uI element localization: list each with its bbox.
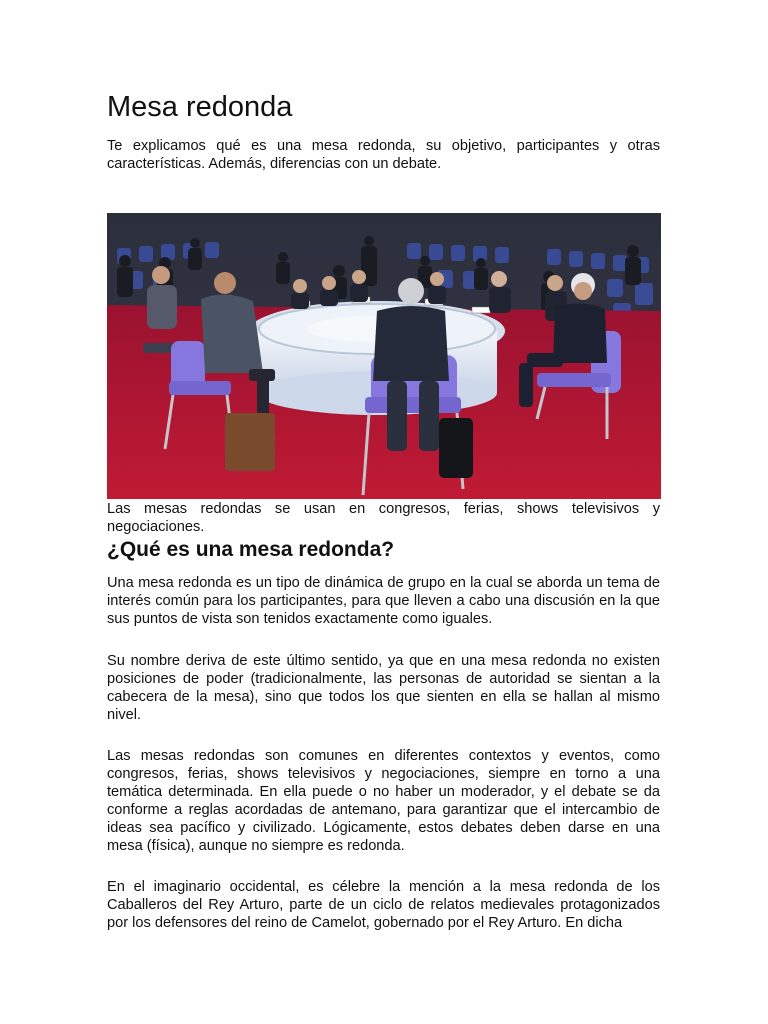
image-caption: Las mesas redondas se usan en congresos, ferias, shows televisivos y negociaciones. (107, 501, 660, 535)
paragraph-definition: Una mesa redonda es un tipo de dinámica de grupo en la cual se aborda un tema de interés común para los participantes, para que lleven a cabo una discusión en la que sus puntos de vista son tenidos exactamente como iguales. (107, 575, 660, 627)
round-table-photo (107, 213, 661, 499)
page-title: Mesa redonda (107, 91, 293, 123)
round-table-photo-illustration (107, 213, 661, 499)
paragraph-arthurian: En el imaginario occidental, es célebre la mención a la mesa redonda de los Caballeros del Rey Arturo, parte de un ciclo de relatos medievales protagonizados por los defensores del reino de Camelot, gobernado por el Rey Arturo. En dicha (107, 879, 660, 931)
paragraph-name-origin: Su nombre deriva de este último sentido, ya que en una mesa redonda no existen posiciones de poder (tradicionalmente, las personas de autoridad se sientan a la cabecera de la mesa), sino que todos los que sienten en ella se hallan al mismo nivel. (107, 653, 660, 723)
paragraph-contexts: Las mesas redondas son comunes en diferentes contextos y eventos, como congresos, ferias, shows televisivos y negociaciones, siempre en torno a una temática determinada. En ella puede o no haber un moderador, y el debate se da conforme a reglas acordadas de antemano, para garantizar que el intercambio de ideas sea pacífico y civilizado. Lógicamente, estos debates deben darse en una mesa (física), aunque no siempre es redonda. (107, 748, 660, 854)
section-heading: ¿Qué es una mesa redonda? (107, 538, 395, 561)
intro-paragraph: Te explicamos qué es una mesa redonda, su objetivo, participantes y otras características. Además, diferencias con un debate. (107, 138, 660, 172)
